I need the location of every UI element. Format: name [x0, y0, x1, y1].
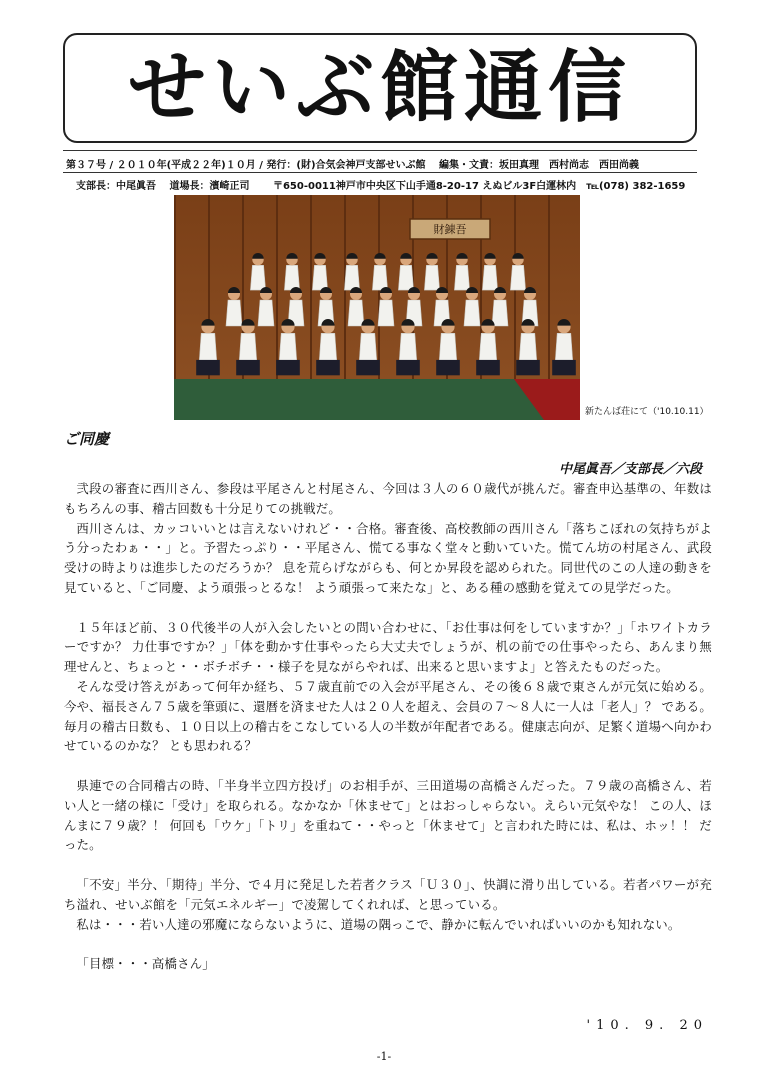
person-figure: [284, 253, 299, 290]
article-title: ご同慶: [64, 430, 110, 448]
paragraph-gap: [64, 934, 712, 954]
person-figure: [372, 253, 387, 290]
paragraph-gap: [64, 855, 712, 875]
person-figure: [482, 253, 497, 290]
article-paragraph: 私は・・・若い人達の邪魔にならないように、道場の隅っこで、静かに転んでいればいいのかも知れない。: [76, 916, 681, 932]
article-paragraph: 「目標・・・高橋さん」: [76, 956, 215, 972]
person-figure: [258, 287, 274, 326]
article-date: '10. 9. 20: [586, 1018, 708, 1033]
article-paragraph: 西川さんは、カッコいいとは言えないけれど・・合格。審査後、高校教師の西川さん「落ちこぼれの気持ちがよう分ったわぁ・・」と。予習たっぷり・・平尾さん、慌てる事なく堂々と動いていた。慌てん坊の村尾さん、武段受けの時よりは進歩したのだろうか？ 息を荒らげながらも、何とか昇段を認められた。同世代のこの人達の動きを見ていると、「ご同慶、よう頑張っとるな！ よう頑張って来たな」と、ある種の感動を覚えての見学だった。: [64, 520, 712, 595]
person-figure: [250, 253, 265, 290]
person-figure: [226, 287, 242, 326]
contact-info-line: 支部長：中尾眞吾 道場長：濱崎正司 〒650-0011神戸市中央区下山手通8-20-17 えぬビル3F白運林内 ℡(078) 382-1659: [76, 181, 686, 192]
person-figure: [464, 287, 480, 326]
article-paragraph: 弐段の審査に西川さん、参段は平尾さんと村尾さん、今回は３人の６０歳代が挑んだ。審査申込基準の、年数はもちろんの事、稽古回数も十分足りての挑戦だ。: [64, 481, 712, 516]
header-rule: [63, 150, 697, 151]
person-figure: [492, 287, 508, 326]
person-figure: [312, 253, 327, 290]
person-figure: [378, 287, 394, 326]
person-figure: [348, 287, 364, 326]
article-body: [64, 479, 712, 974]
photo-caption: 新たんば荘にて（'10.10.11）: [585, 407, 709, 417]
article-paragraph: そんな受け答えがあって何年か経ち、５７歳直前での入会が平尾さん、その後６８歳で東さんが元気に始める。今や、福長さん７５歳を筆頭に、還暦を済ませた人は２０人を超え、会員の７～８人に一人は「老人」？ である。毎月の稽古日数も、１０日以上の稽古をこなしている人の半数が年配者である。健康志向が、足繁く道場へ向かわせているのかな？ とも思われる？: [64, 678, 712, 754]
issue-info-line: 第３７号 / ２０１０年(平成２２年)１０月 / 発行：(財)合気会神戸支部せいぶ館 編集・文責：坂田真理 西村尚志 西田尚義: [66, 160, 639, 171]
article-paragraph: 県連での合同稽古の時、「半身半立四方投げ」のお相手が、三田道場の高橋さんだった。７９歳の高橋さん、若い人と一緒の様に「受け」を取られる。なかなか「休ませて」とはおっしゃらない。えらい元気やな！ この人、ほんまに７９歳？！ 何回も「ウケ」「トリ」を重ねて・・やっと「休ませて」と言われた時には、私は、ホッ！！ だった。: [64, 777, 712, 853]
masthead-box: [63, 33, 697, 143]
group-photo: [174, 195, 580, 420]
paragraph-gap: [64, 598, 712, 618]
article-author: 中尾眞吾／支部長／六段: [558, 462, 702, 477]
dojo-banner-text: 財錬吾: [433, 223, 467, 236]
person-figure: [424, 253, 439, 290]
page-number: -1-: [376, 1050, 392, 1063]
info-divider: [63, 172, 697, 173]
group-photo-image: [174, 195, 580, 420]
person-figure: [454, 253, 469, 290]
person-figure: [510, 253, 525, 290]
person-figure: [398, 253, 413, 290]
newsletter-title: せいぶ館通信: [127, 42, 632, 133]
article-paragraph: １５年ほど前、３０代後半の人が入会したいとの問い合わせに、「お仕事は何をしていますか？」「ホワイトカラーですか？ 力仕事ですか？」「体を動かす仕事やったら大丈夫でしょうが、机の前での仕事やったら、あんまり無理せんと、ちょっと・・ボチボチ・・様子を見ながらやれば、出来ると思いますよ」と答えたものだった。: [64, 619, 712, 675]
article-paragraph: 「不安」半分、「期待」半分、で４月に発足した若者クラス「Ｕ３０」、快調に滑り出している。若者パワーが充ち溢れ、せいぶ館を「元気エネルギー」で凌駕してくれれば、と思っている。: [64, 876, 712, 912]
person-figure: [344, 253, 359, 290]
paragraph-gap: [64, 756, 712, 776]
